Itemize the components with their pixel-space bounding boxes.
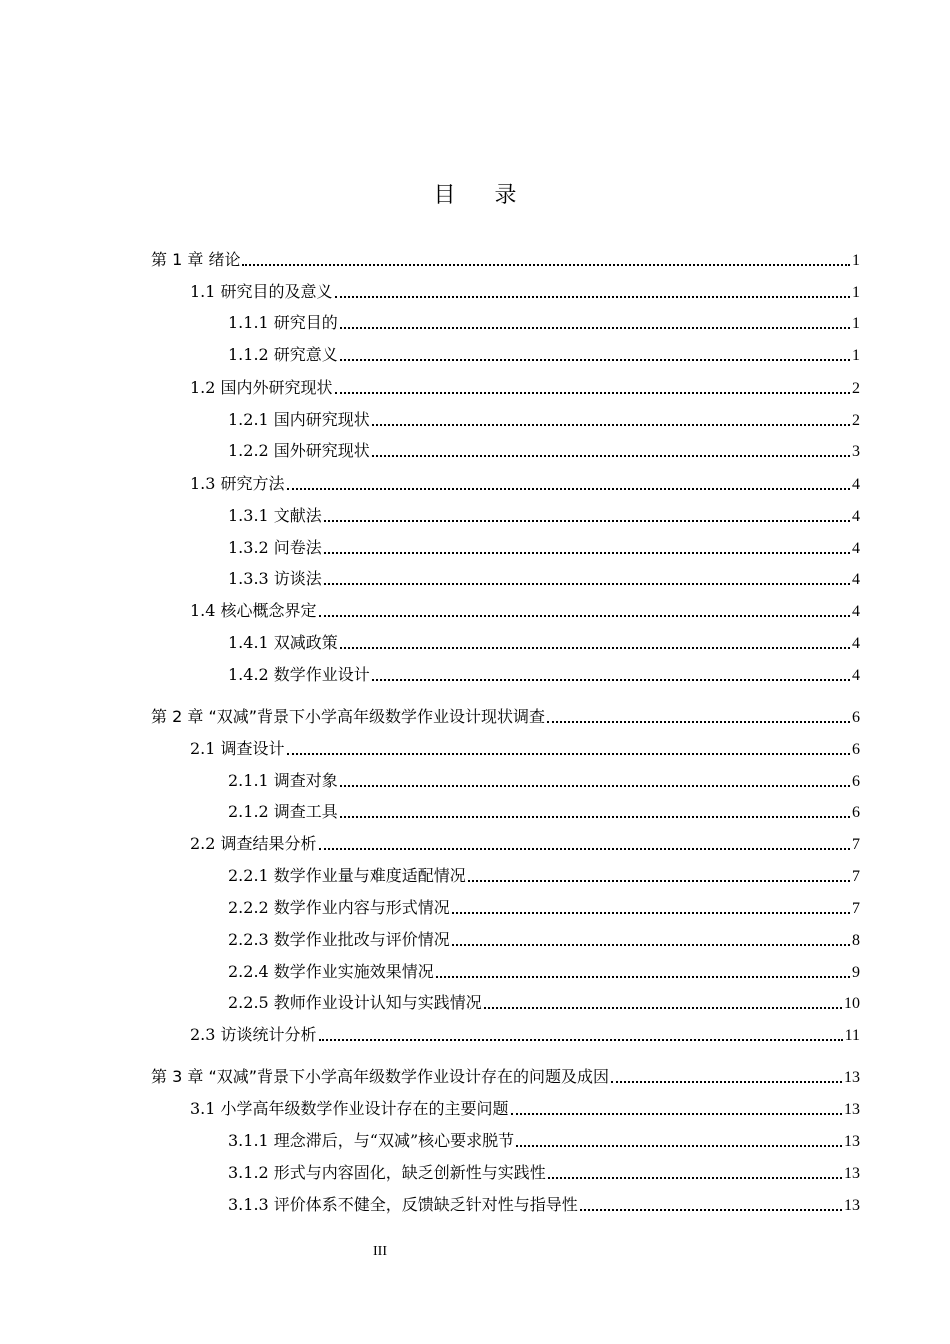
toc-dot-leader (324, 552, 850, 554)
toc-entry[interactable] (228, 504, 860, 528)
toc-entry[interactable] (190, 832, 860, 856)
toc-dot-leader (242, 264, 850, 266)
toc-entry[interactable] (228, 567, 860, 591)
toc-entry[interactable] (151, 1065, 860, 1089)
toc-entry[interactable] (228, 311, 860, 335)
toc-entry[interactable] (190, 1097, 860, 1121)
toc-dot-leader (319, 615, 850, 617)
toc-entry-title: 2.1.1 调查对象 (228, 771, 338, 790)
toc-entry[interactable] (228, 536, 860, 560)
toc-dot-leader (468, 880, 850, 882)
toc-dot-leader (340, 816, 850, 818)
toc-entry-page: 7 (852, 900, 860, 917)
toc-dot-leader (324, 520, 850, 522)
toc-entry-title: 1.3 研究方法 (190, 474, 285, 493)
toc-dot-leader (340, 785, 850, 787)
toc-entry-title: 2.2.2 数学作业内容与形式情况 (228, 898, 450, 917)
toc-dot-leader (340, 327, 850, 329)
toc-entry-title: 1.2.2 国外研究现状 (228, 441, 370, 460)
toc-entry[interactable] (228, 1129, 860, 1153)
toc-entry-page: 6 (852, 709, 860, 726)
toc-entry-page: 4 (852, 603, 860, 620)
toc-dot-leader (484, 1007, 842, 1009)
toc-entry-page: 13 (844, 1101, 860, 1118)
toc-entry[interactable] (228, 663, 860, 687)
toc-entry-page: 4 (852, 508, 860, 525)
toc-entry[interactable] (228, 439, 860, 463)
toc-entry[interactable] (228, 896, 860, 920)
toc-entry-title: 1.2 国内外研究现状 (190, 378, 333, 397)
toc-entry[interactable] (228, 800, 860, 824)
toc-entry-page: 1 (852, 315, 860, 332)
toc-entry[interactable] (228, 408, 860, 432)
toc-entry[interactable] (190, 280, 860, 304)
toc-entry-title: 2.2.4 数学作业实施效果情况 (228, 962, 434, 981)
toc-dot-leader (516, 1145, 842, 1147)
toc-entry-title: 2.1 调查设计 (190, 739, 285, 758)
toc-title: 目 录 (433, 183, 533, 208)
toc-entry-page: 8 (852, 932, 860, 949)
toc-entry-title: 1.3.3 访谈法 (228, 569, 322, 588)
toc-dot-leader (452, 912, 850, 914)
toc-dot-leader (548, 1177, 842, 1179)
toc-dot-leader (452, 944, 850, 946)
toc-entry-page: 4 (852, 571, 860, 588)
toc-entry-title: 2.2.5 教师作业设计认知与实践情况 (228, 993, 482, 1012)
toc-dot-leader (372, 455, 850, 457)
toc-entry-title: 1.3.2 问卷法 (228, 538, 322, 557)
toc-entry-page: 13 (844, 1069, 860, 1086)
toc-entry-title: 第 3 章 “双减”背景下小学高年级数学作业设计存在的问题及成因 (151, 1067, 610, 1086)
toc-entry-title: 1.1.2 研究意义 (228, 345, 338, 364)
toc-entry[interactable] (228, 960, 860, 984)
toc-dot-leader (340, 359, 850, 361)
toc-dot-leader (511, 1113, 842, 1115)
toc-dot-leader (372, 424, 850, 426)
toc-dot-leader (319, 1039, 843, 1041)
toc-entry[interactable] (228, 1193, 860, 1217)
toc-entry-title: 1.1 研究目的及意义 (190, 282, 333, 301)
toc-entry-page: 6 (852, 804, 860, 821)
toc-dot-leader (335, 296, 850, 298)
toc-entry[interactable] (151, 705, 860, 729)
toc-dot-leader (436, 976, 850, 978)
toc-dot-leader (580, 1209, 842, 1211)
toc-entry-page: 13 (844, 1133, 860, 1150)
toc-entry[interactable] (228, 631, 860, 655)
toc-entry-page: 10 (844, 995, 860, 1012)
page-number: III (373, 1244, 387, 1259)
toc-dot-leader (340, 647, 850, 649)
toc-entry[interactable] (228, 343, 860, 367)
toc-entry-title: 第 2 章 “双减”背景下小学高年级数学作业设计现状调查 (151, 707, 546, 726)
toc-dot-leader (547, 721, 850, 723)
toc-entry-title: 1.1.1 研究目的 (228, 313, 338, 332)
toc-entry-title: 1.2.1 国内研究现状 (228, 410, 370, 429)
toc-entry-page: 9 (852, 964, 860, 981)
toc-dot-leader (319, 848, 850, 850)
toc-entry-page: 4 (852, 540, 860, 557)
toc-entry-title: 2.2.3 数学作业批改与评价情况 (228, 930, 450, 949)
toc-entry-title: 2.1.2 调查工具 (228, 802, 338, 821)
toc-entry[interactable] (228, 769, 860, 793)
toc-entry-title: 1.3.1 文献法 (228, 506, 322, 525)
toc-entry-title: 第 1 章 绪论 (151, 250, 241, 269)
toc-entry-title: 1.4.2 数学作业设计 (228, 665, 370, 684)
toc-entry[interactable] (228, 928, 860, 952)
toc-entry[interactable] (190, 599, 860, 623)
toc-entry-page: 1 (852, 347, 860, 364)
toc-dot-leader (611, 1081, 842, 1083)
toc-entry[interactable] (190, 1023, 860, 1047)
toc-entry-page: 13 (844, 1165, 860, 1182)
toc-entry[interactable] (151, 248, 860, 272)
toc-entry-page: 4 (852, 476, 860, 493)
toc-entry-page: 4 (852, 667, 860, 684)
toc-entry-title: 3.1.1 理念滞后，与“双减”核心要求脱节 (228, 1131, 515, 1150)
toc-entry[interactable] (190, 472, 860, 496)
toc-entry-page: 3 (852, 443, 860, 460)
toc-dot-leader (335, 392, 850, 394)
toc-entry-title: 3.1.3 评价体系不健全，反馈缺乏针对性与指导性 (228, 1195, 578, 1214)
toc-entry[interactable] (190, 737, 860, 761)
toc-entry[interactable] (190, 376, 860, 400)
toc-entry-page: 7 (852, 868, 860, 885)
toc-entry-title: 1.4 核心概念界定 (190, 601, 317, 620)
toc-dot-leader (324, 583, 850, 585)
toc-dot-leader (372, 679, 850, 681)
toc-entry[interactable] (228, 864, 860, 888)
toc-entry[interactable] (228, 1161, 860, 1185)
toc-entry-page: 13 (844, 1197, 860, 1214)
toc-dot-leader (287, 753, 850, 755)
toc-entry-page: 6 (852, 741, 860, 758)
toc-entry-title: 3.1 小学高年级数学作业设计存在的主要问题 (190, 1099, 509, 1118)
toc-entry[interactable] (228, 991, 860, 1015)
toc-dot-leader (287, 488, 850, 490)
toc-entry-page: 1 (852, 284, 860, 301)
toc-entry-page: 2 (852, 412, 860, 429)
toc-entry-page: 11 (844, 1027, 860, 1044)
toc-entry-title: 2.2 调查结果分析 (190, 834, 317, 853)
toc-entry-page: 7 (852, 836, 860, 853)
toc-entry-title: 1.4.1 双减政策 (228, 633, 338, 652)
toc-entry-page: 4 (852, 635, 860, 652)
toc-entry-page: 1 (852, 252, 860, 269)
toc-entry-title: 2.3 访谈统计分析 (190, 1025, 317, 1044)
toc-entry-page: 2 (852, 380, 860, 397)
toc-entry-page: 6 (852, 773, 860, 790)
toc-entry-title: 2.2.1 数学作业量与难度适配情况 (228, 866, 466, 885)
toc-entry-title: 3.1.2 形式与内容固化，缺乏创新性与实践性 (228, 1163, 546, 1182)
